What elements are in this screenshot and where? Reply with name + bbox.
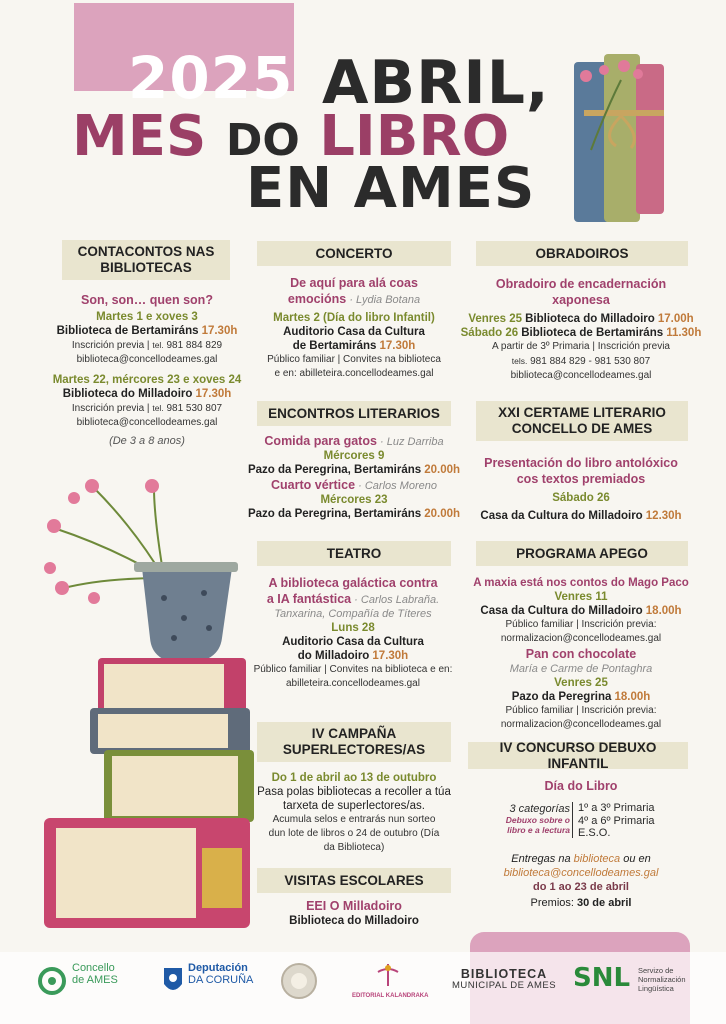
- obradoiros-t2: 11.30h: [666, 327, 702, 339]
- apego-e2-title: Pan con chocolate: [525, 647, 637, 661]
- obradoiros-event-title-b: xaponesa: [552, 293, 610, 307]
- encontros-e1-date: Mércores 9: [323, 450, 385, 462]
- apego-e2-time: 18.00h: [614, 691, 651, 703]
- debuxo-deliver-mail[interactable]: biblioteca@concellodeames.gal: [503, 867, 659, 879]
- books-flowerpot-illustration: [34, 468, 260, 938]
- teatro-info-a: Público familiar | Convites na biblioteca e en:: [253, 664, 453, 675]
- snl-b: Normalización: [638, 975, 686, 984]
- biblioteca-municipal-logo: [452, 968, 556, 992]
- contacontos-tel1: 981 884 829: [166, 340, 223, 351]
- section-header-obradoiros: OBRADOIROS: [476, 241, 688, 266]
- certame-place: Casa da Cultura do Milladoiro: [480, 510, 643, 522]
- encontros-e1-place: Pazo da Peregrina, Bertamiráns: [247, 464, 422, 476]
- apego-e1-place: Casa da Cultura do Milladoiro: [480, 605, 643, 617]
- encontros-e1-author: · Luz Darriba: [380, 436, 444, 448]
- certame-time: 12.30h: [645, 510, 682, 522]
- debuxo-divider: [572, 802, 573, 838]
- kalandraka-logo: EDITORIAL KALANDRAKA: [352, 993, 429, 999]
- contacontos-ages: (De 3 a 8 anos): [109, 435, 185, 447]
- concerto-info-b[interactable]: e en: abilleteira.concellodeames.gal: [274, 368, 434, 379]
- debuxo-delivery: [458, 852, 704, 910]
- superlectores-note-c: da Biblioteca): [323, 842, 385, 853]
- contacontos-tel2: 981 530 807: [166, 403, 223, 414]
- encontros-e2-title: Cuarto vértice: [271, 478, 356, 492]
- header-year: 2025: [128, 44, 294, 112]
- concello-a: Concello: [72, 962, 115, 974]
- superlectores-desc-a: Pasa polas bibliotecas a recoller a túa: [257, 786, 451, 798]
- certame-details: [458, 455, 704, 523]
- superlectores-date: Do 1 de abril ao 13 de outubro: [271, 772, 437, 784]
- obradoiros-tel-label: tels.: [511, 356, 528, 366]
- obradoiros-details: [458, 276, 704, 383]
- concello-b: de AMES: [72, 974, 118, 986]
- section-header-apego: PROGRAMA APEGO: [476, 541, 688, 566]
- obradoiros-d2: Sábado 26: [460, 327, 519, 339]
- contacontos-place1: Biblioteca de Bertamiráns: [56, 325, 199, 337]
- concello-ames-logo-icon: [38, 966, 66, 996]
- teatro-author-b: Tanxarina, Compañía de Títeres: [274, 608, 432, 620]
- snl-a: Servizo de: [638, 966, 674, 975]
- contacontos-date2: Martes 22, mércores 23 e xoves 24: [52, 374, 242, 386]
- teatro-details: [240, 575, 466, 691]
- header-line1: ABRIL,: [322, 48, 550, 118]
- superlectores-details: [246, 771, 462, 855]
- debuxo-deliver-b: biblioteca: [573, 853, 621, 865]
- obradoiros-mail[interactable]: biblioteca@concellodeames.gal: [510, 370, 652, 381]
- certame-event-title-b: cos textos premiados: [516, 472, 646, 486]
- teatro-author-a: · Carlos Labraña.: [354, 594, 440, 606]
- debuxo-deliver-c: ou en: [623, 853, 651, 865]
- encontros-e2-author: · Carlos Moreno: [358, 480, 437, 492]
- contacontos-mail2[interactable]: biblioteca@concellodeames.gal: [76, 417, 218, 428]
- biblioteca-b: MUNICIPAL DE AMES: [452, 980, 557, 991]
- obradoiros-p2: Biblioteca de Bertamiráns: [521, 327, 664, 339]
- section-header-certame: XXI CERTAME LITERARIO CONCELLO DE AMES: [476, 401, 688, 441]
- debuxo-cat2: 4º a 6º Primaria: [578, 814, 655, 827]
- apego-e2-place: Pazo da Peregrina: [511, 691, 612, 703]
- header-do: DO: [225, 115, 300, 166]
- contacontos-time2: 17.30h: [195, 388, 232, 400]
- apego-e1-info: Público familiar | Inscrición previa:: [505, 619, 657, 630]
- superlectores-note-b: dun lote de libros o 24 de outubro (Día: [268, 828, 440, 839]
- section-header-contacontos: CONTACONTOS NAS BIBLIOTECAS: [62, 240, 230, 280]
- certame-date: Sábado 26: [552, 492, 610, 504]
- contacontos-time1: 17.30h: [201, 325, 238, 337]
- contacontos-info2: Inscrición previa |: [71, 403, 150, 414]
- teatro-info-b[interactable]: abilleteira.concellodeames.gal: [286, 678, 420, 689]
- debuxo-prizes-label: Premios:: [530, 897, 574, 909]
- teatro-place-a: Auditorio Casa da Cultura: [282, 636, 424, 648]
- deputacion-b: DA CORUÑA: [188, 974, 254, 986]
- debuxo-cat-note-a: Debuxo sobre o: [505, 815, 570, 825]
- debuxo-cat-label: 3 categorías: [509, 803, 570, 815]
- teatro-event-title-b: a IA fantástica: [266, 592, 352, 606]
- teatro-time: 17.30h: [372, 650, 409, 662]
- debuxo-cat-note-b: libro e a lectura: [507, 825, 570, 835]
- visitas-details: [246, 898, 462, 928]
- header-mes: MES: [72, 104, 207, 169]
- section-header-teatro: TEATRO: [257, 541, 451, 566]
- debuxo-cat1: 1º a 3º Primaria: [578, 802, 655, 814]
- superlectores-note-a: Acumula selos e entrarás nun sorteo: [272, 814, 436, 825]
- header-line3: EN AMES: [246, 156, 536, 221]
- apego-e1-time: 18.00h: [645, 605, 682, 617]
- superlectores-desc-b: tarxeta de superlectores/as.: [283, 800, 425, 812]
- apego-e2-info: Público familiar | Inscrición previa:: [505, 705, 657, 716]
- obradoiros-t1: 17.00h: [657, 313, 694, 325]
- certame-event-title-a: Presentación do libro antolóxico: [484, 456, 678, 470]
- debuxo-cat3: E.S.O.: [578, 827, 611, 839]
- contacontos-event-title: Son, son… quen son?: [81, 293, 213, 307]
- debuxo-prizes-date: 30 de abril: [577, 897, 632, 909]
- encontros-e2-date: Mércores 23: [320, 494, 388, 506]
- contacontos-details: [52, 292, 242, 448]
- concerto-event-title-a: De aquí para alá coas: [290, 276, 418, 290]
- visitas-event-title: EEI O Milladoiro: [306, 899, 402, 913]
- snl-logo-text: SNL: [573, 963, 631, 993]
- kalandraka-logo-icon: [360, 962, 416, 990]
- section-header-concerto: CONCERTO: [257, 241, 451, 266]
- apego-details: [458, 576, 704, 732]
- concello-ames-logo: [72, 962, 118, 986]
- apego-e2-author: María e Carme de Pontaghra: [509, 663, 653, 675]
- obradoiros-tels: 981 884 829 - 981 530 807: [530, 356, 651, 367]
- contacontos-place2: Biblioteca do Milladoiro: [62, 388, 193, 400]
- teatro-event-title-a: A biblioteca galáctica contra: [268, 576, 438, 590]
- encontros-e1-title: Comida para gatos: [264, 434, 377, 448]
- contacontos-date1: Martes 1 e xoves 3: [96, 311, 198, 323]
- section-header-encontros: ENCONTROS LITERARIOS: [257, 401, 451, 426]
- debuxo-categories-label: [494, 803, 570, 835]
- section-header-debuxo: IV CONCURSO DEBUXO INFANTIL: [468, 742, 688, 769]
- apego-e1-title: A maxia está nos contos do Mago Paco: [473, 577, 689, 589]
- debuxo-title-block: [458, 778, 704, 794]
- apego-e2-mail[interactable]: normalizacion@concellodeames.gal: [500, 719, 662, 730]
- teatro-place-b: do Milladoiro: [297, 650, 370, 662]
- deputacion-a: Deputación: [188, 962, 248, 974]
- book-bundle-illustration: [566, 50, 676, 230]
- debuxo-categories-list: [578, 802, 655, 840]
- debuxo-deliver-a: Entregas na: [511, 853, 571, 865]
- apego-e1-mail[interactable]: normalizacion@concellodeames.gal: [500, 633, 662, 644]
- concerto-time: 17.30h: [379, 340, 416, 352]
- contacontos-mail1[interactable]: biblioteca@concellodeames.gal: [76, 354, 218, 365]
- teatro-date: Luns 28: [331, 622, 375, 634]
- snl-c: Lingüística: [638, 984, 674, 993]
- concerto-info-a: Público familiar | Convites na biblioteca: [267, 354, 441, 365]
- apego-e2-date: Venres 25: [554, 677, 608, 689]
- concerto-event-title-b: emocións: [287, 292, 347, 306]
- obradoiros-event-title-a: Obradoiro de encadernación: [495, 277, 667, 291]
- concerto-date: Martes 2 (Día do libro Infantil): [273, 312, 435, 324]
- contacontos-info1: Inscrición previa |: [71, 340, 150, 351]
- concerto-author: · Lydia Botana: [349, 294, 421, 306]
- biblioteca-a: BIBLIOTECA: [460, 967, 548, 981]
- deputacion-shield-icon: [162, 964, 184, 998]
- header-libro: LIBRO: [319, 104, 510, 169]
- contacontos-tel1-label: tel.: [152, 340, 164, 350]
- deputacion-logo: [188, 962, 253, 986]
- visitas-place: Biblioteca do Milladoiro: [289, 915, 419, 927]
- section-header-visitas: VISITAS ESCOLARES: [257, 868, 451, 893]
- apego-e1-date: Venres 11: [554, 591, 608, 603]
- debuxo-event-title: Día do Libro: [544, 779, 618, 793]
- section-header-superlectores: IV CAMPAÑA SUPERLECTORES/AS: [257, 722, 451, 762]
- debuxo-period: do 1 ao 23 de abril: [533, 881, 629, 893]
- encontros-e2-place: Pazo da Peregrina, Bertamiráns: [247, 508, 422, 520]
- encontros-e2-time: 20.00h: [424, 508, 461, 520]
- snl-logo-subtitle: [638, 966, 686, 993]
- contacontos-tel2-label: tel.: [152, 403, 164, 413]
- concerto-place-a: Auditorio Casa da Cultura: [283, 326, 425, 338]
- round-badge-logo-icon: [280, 962, 318, 1000]
- obradoiros-info: A partir de 3º Primaria | Inscrición previa: [492, 341, 670, 352]
- encontros-e1-time: 20.00h: [424, 464, 461, 476]
- concerto-details: [246, 275, 462, 381]
- obradoiros-d1: Venres 25: [468, 313, 523, 325]
- encontros-details: [246, 433, 462, 521]
- concerto-place-b: de Bertamiráns: [292, 340, 377, 352]
- obradoiros-p1: Biblioteca do Milladoiro: [525, 313, 655, 325]
